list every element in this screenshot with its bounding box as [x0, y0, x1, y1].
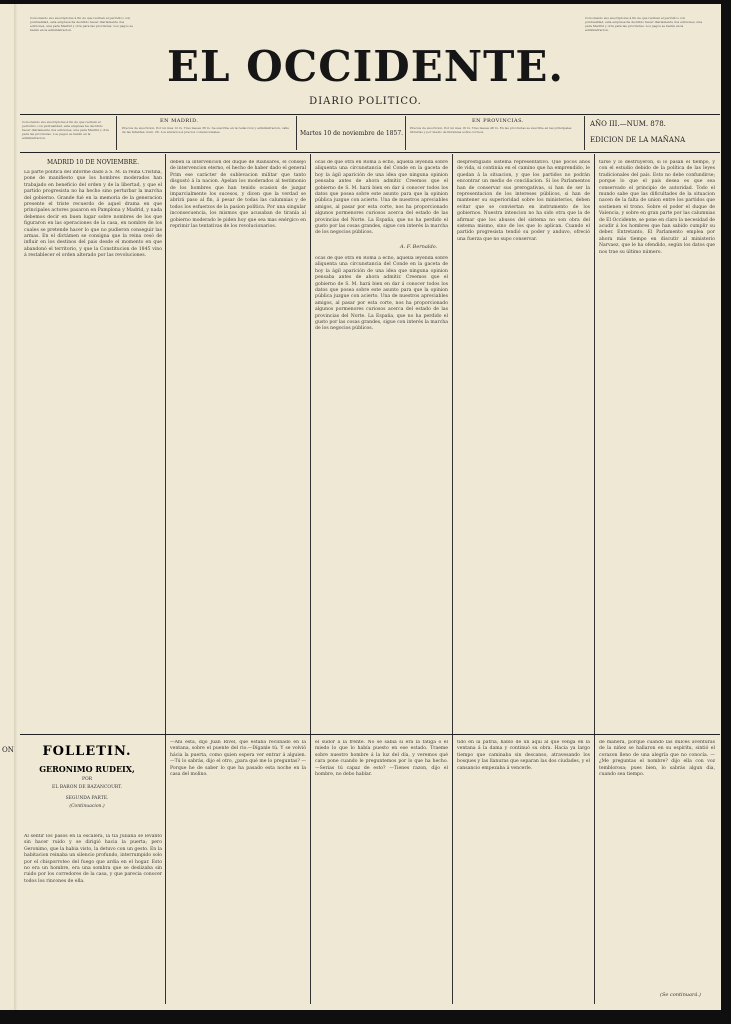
provincias-label: EN PROVINCIAS.: [472, 118, 524, 124]
column-divider-1: [165, 154, 166, 1004]
info-note-left: Conociendo sus suscriptores á fin de que reciban el periódico con puntualidad, esta empresa ha decidido hacer diariamente dos ediciones, una para Madrid y otra para las provincias. Los pagos se harán en la administracion.: [22, 120, 109, 140]
folletin-por: POR: [81, 777, 93, 782]
article-column-5: tarse y lo destruyeron, si lo pasan el tiempo, y con el estudio debido de la política de las leyes tradicionales del país. Esto no debe confundirse; porque lo que el país desea es que sea conservado el principio de autoridad. Todo el mundo sabe que las dificultades de la situacion nacen de la falta de union entre los partidos que sostienen el trono. Sobre el poder el duque de Valencia, y sobre en gran parte por las calumnias de El Occidente, se pone en claro la necesidad de acudir á los hombres que han sabido cumplir su deber. Entretanto, El Parlamento emplea por ahora más tiempo en discutir al ministerio Narvaez, que le ha ofendido, según los datos que nos trae su último número.: [599, 160, 715, 255]
info-divider-3: [405, 116, 406, 150]
newspaper-page: [0, 4, 721, 1010]
folletin-column-4: tido en la patria, hablo de un aquí al que venga en la ventana á la dama y continuó su obra. Hacia ya largo tiempo que caminaba sin descanso, atravesando los bosques y las llanuras que separan las dos ciudades, y el cansancio empezaba á vencerle.: [457, 740, 590, 771]
folletin-rule: [20, 734, 720, 735]
info-bottom-rule: [20, 152, 720, 153]
folletin-column-1: Al sentir los pasos en la escalera, la tía Juliana se levantó sin hacer ruido y se dirigió hacia la puerta; pero Geronimo, que la habia visto, la detuvo con un gesto. En la habitacion reinaba un silencio profundo, interrumpido solo por el chisporroteo del fuego que ardia en el hogar. Esto no era un hombre, era una sombra que se deslizaba sin ruido por los corredores de la casa, y que parecia conocer todos los rincones de ella.: [24, 834, 162, 884]
article-column-4: desprestigiado sistema representativo. Que pocos años de vida, si continúa en el camino que ha emprendido, le quedan á la situacion, y que los partidos no podrán encontrar un medio de conciliacion. Si los Parlamentos han de conservar sus prerogativas, si han de ser la representacion de los intereses públicos, si han de mantener su superioridad sobre los ministerios, deben evitar que se conviertan en instrumento de los gobiernos. Nuestra intencion no ha sido otra que la de afirmar que los abusos del sistema no son obra del sistema mismo, sino de los que lo aplican. Cuando el partido progresista tendió su poder y anduvo, ofreció una fuerza que no supo conservar.: [457, 160, 590, 242]
madrid-label: EN MADRID.: [160, 118, 199, 124]
signature: A. F. Bernaldo.: [400, 244, 438, 250]
folletin-continuation: (Continuacion.): [69, 804, 105, 809]
column-divider-4: [594, 154, 595, 1004]
folletin-part: SEGUNDA PARTE.: [65, 796, 109, 801]
page-edge: [14, 4, 18, 1010]
info-note-center: Precios de suscricion. Por un mes 12 rs. Tres meses 36 rs. Se suscribe en la redaccion y administracion, calle de las Infantas, num. 26. Los anuncios á precios convencionales.: [122, 126, 289, 134]
top-rule: [20, 114, 720, 115]
article-column-3b: ocas de que otra en Roma á echo, aquella leyenda sobre aliquenta una circunstancia del Conde en la gaceta de hoy la ágil aparición de una idea que ninguna opinion pensaba antes de ahora admitir. Creemos que el gobierno de S. M. hará bien en dar á conocer todos los datos que posea sobre este asunto para que la opinion pública juzgue con acierto. Una de nuestros apreciables amigos, al pasar por esta corte, nos ha proporcionado algunos pormenores curiosos acerca del estado de las provincias del Norte. La España, que no ha perdido el gusto por las cosas grandes, sigue con interés la marcha de los negocios públicos.: [315, 256, 448, 332]
folletin-title: FOLLETIN.: [42, 744, 132, 759]
masthead-title: EL OCCIDENTE.: [167, 42, 564, 91]
year-number: AÑO III.—NUM. 878.: [590, 120, 666, 128]
edge-label: ON: [2, 746, 14, 754]
edition-label: EDICION DE LA MAÑANA: [590, 136, 686, 144]
folletin-column-2: —Ahí está, dijo Juan Rivel, que estaba reclinado en la ventana, sobre el puente del rio.—Díganle tú. Y se volvió hácia la puerta, como quien espera ver entrar á alguien. —Tú lo sabrás, dijo el otro, ¿para qué me lo preguntas? —Porque he de saber lo que ha pasado esta noche en la casa del molino.: [170, 740, 306, 778]
header-note-left: Conociendo sus suscriptores á fin de que reciban el periódico con puntualidad, esta empresa ha decidido hacer diariamente dos ediciones, una para Madrid y otra para las provincias. Los pagos se harán en la administracion.: [30, 16, 133, 32]
folletin-column-5: de manera, porque cuando las dulces aventuras de la niñez se hallaron en su espíritu, sintió el corazon lleno de una alegría que no conocía. —¿Me preguntas el nombre? dijo ella con voz temblorosa; pues bien, lo sabrás algun dia, cuando sea tiempo.: [599, 740, 715, 778]
article-column-3: ocas de que otra en Roma á echo, aquella leyenda sobre aliquenta una circunstancia del Conde en la gaceta de hoy la ágil aparición de una idea que ninguna opinion pensaba antes de ahora admitir. Creemos que el gobierno de S. M. hará bien en dar á conocer todos los datos que posea sobre este asunto para que la opinion pública juzgue con acierto. Una de nuestros apreciables amigos, al pasar por esta corte, nos ha proporcionado algunos pormenores curiosos acerca del estado de las provincias del Norte. La España, que no ha perdido el gusto por las cosas grandes, sigue con interés la marcha de los negocios públicos.: [315, 160, 448, 236]
folletin-story-title: GERONIMO RUDEIX,: [39, 764, 135, 774]
folletin-column-3: el sudor á la frente. No se sabia si era la fatiga ó el miedo lo que lo había puesto en ese estado. Traeme sobre nuestro hombre á la luz del día, y veremos qué cara pone cuando le preguntemos por lo que ha hecho. —Serias tú capaz de esto? —Tienes razon, dijo el hombre, no debo hablar.: [315, 740, 448, 778]
info-divider-1: [116, 116, 117, 150]
folletin-author: EL BARON DE BAZANCOURT.: [52, 785, 122, 790]
date-line: Martes 10 de noviembre de 1857.: [300, 130, 404, 137]
info-divider-4: [584, 116, 585, 150]
masthead-subtitle: DIARIO POLITICO.: [309, 96, 422, 107]
header-note-right: Conociendo sus suscriptores á fin de que reciban el periódico con puntualidad, esta empresa ha decidido hacer diariamente dos ediciones, una para Madrid y otra para las provincias. Los pagos se harán en la administracion.: [585, 16, 703, 32]
column-divider-2: [310, 154, 311, 1004]
article-column-2: deben la intervencion del duque de Riánsares, el consejo de intervencion eterno, el hecho de haber dado el general Prim ese carácter de sublevacion militar que tanto disgustó á la nacion. Apelan los moderados al testimonio de los hombres que han tenido ocasion de juzgar imparcialmente los sucesos, y dicen que la verdad se abrirá paso al fin, á pesar de todas las calumnias y de todos los esfuerzos de la pasion política. Por una singular inconsecuencia, los mismos que acusaban de tiranía al gobierno moderado le piden hoy que sea mas enérgico en reprimir las tentativas de los revolucionarios.: [170, 160, 306, 230]
column-divider-3: [452, 154, 453, 1004]
article-column-1: La parte politica del informe dado á S. M. la reina Cristina, pone de manifiesto que los hombres moderados han trabajado en beneficio del orden y de la libertad, y que el partido progresista no ha hecho sino perturbar la marcha del gobierno. Grande fué en la memoria de la generacion presente el triste recuerdo de aquel drama en que principales actores pasaron en Pamplona y Madrid, y nada debemos decir en buen lugar sobre nombres de los que figuraron en las operaciones de la casa, en nombre de los cuales se pretende hacer lo que no pudieron conseguir las armas. En el dictámen se consigna que la reina cesó de influir en los destinos del pais desde el momento en que abandonó el territorio, y que la Constitucion de 1845 vino á restablecer el orden alterado por las revoluciones.: [24, 170, 162, 259]
continued-note: (Se continuará.): [660, 992, 701, 998]
info-note-right: Precios de suscricion. Por un mes 16 rs. Tres meses 48 rs. En las provincias se suscribe en las principales librerías y por medio de libranzas sobre correos.: [410, 126, 572, 134]
info-divider-2: [296, 116, 297, 150]
madrid-date-heading: MADRID 10 DE NOVIEMBRE.: [46, 159, 140, 166]
folletin-header: [22, 742, 152, 809]
